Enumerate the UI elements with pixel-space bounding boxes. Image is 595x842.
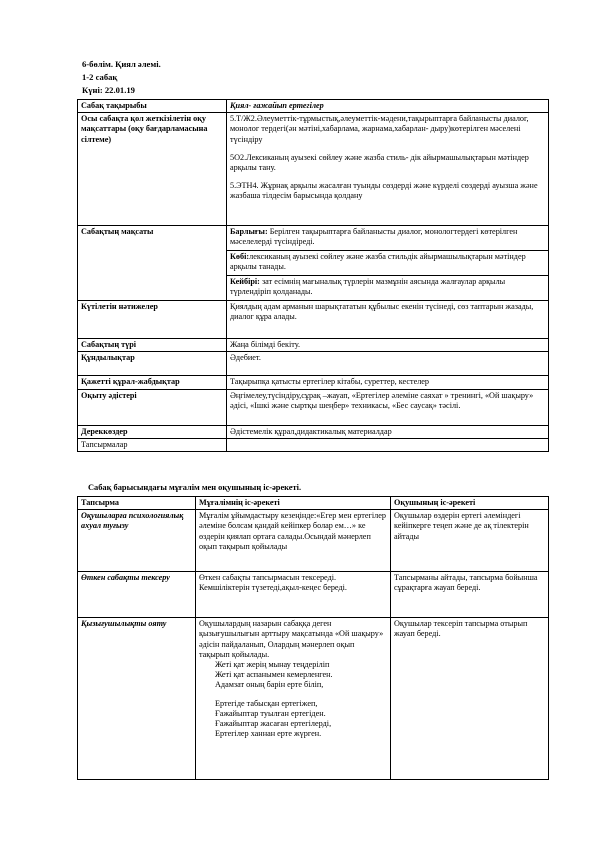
goal-item: 5О2.Лексиканың ауызекі сөйлеу және жазба стиль- дік айырмашылықтарын мәтіндер арқылы тану. — [230, 152, 529, 173]
integration-label: Дереккөздер — [78, 425, 227, 438]
poem-line: Ғажайыптар туылған ертегіден. — [215, 708, 326, 718]
objective-item — [227, 275, 548, 300]
student-cell: Оқушылар өздерін ертегі әлеміндегі кейіпкерге теңеп және де ақ тілектерін айтады — [391, 510, 549, 572]
teacher-cell — [196, 618, 391, 780]
table-row — [78, 510, 549, 572]
lesson-plan-table — [77, 99, 549, 452]
table-row — [78, 376, 549, 389]
outcome-label: Күтілетін нәтижелер — [78, 301, 227, 339]
values-value: Әдебиет. — [227, 352, 549, 376]
goals-cell — [227, 113, 549, 226]
objective-level: Көбі: — [230, 252, 250, 262]
column-header-task: Тапсырма — [78, 497, 196, 510]
poem-line: Адамзат оның барін ерте біліп, — [215, 680, 324, 690]
table-row — [78, 113, 549, 226]
objectives-cell — [227, 226, 549, 301]
objective-item — [227, 226, 548, 250]
goals-label: Осы сабақта қол жеткізілетін оқу мақсаттары (оқу бағдарламасына сілтеме) — [78, 113, 227, 226]
table-row — [78, 572, 549, 618]
table-row — [78, 389, 549, 425]
type-label: Сабақтың түрі — [78, 339, 227, 352]
student-cell: Оқушылар тексеріп тапсырма отырып жауап береді. — [391, 618, 549, 780]
goal-item: 5.Т/Ж2.Әлеуметтік-тұрмыстық,әлеуметтік-мәдени,тақырыптарға байланысты диалог, монолог тердегі(ән мәтіні,хабарлама, жарнама,хабарлан- дыру)көтерілген мәселені түсіндіру — [230, 114, 529, 144]
objective-text: зат есімнің мағыналық түрлерін мазмұнін аясында жалғаулар арқылы түрлендіріп қолданады. — [230, 277, 506, 297]
section-heading: 6-бөлім. Қиял әлемі. — [82, 59, 161, 69]
task-cell: Оқушыларға психологиялық ахуал туғызу — [78, 510, 196, 572]
table-header-row — [78, 497, 549, 510]
teacher-cell: Мұғалім ұйымдастыру кезеңінде:«Егер мен ертегілер әлеміне болсам қандай кейіпкер болар ем…» ке өздерін қиялап ортаға салады.Осындай мәнерлеп оқып тақырып қойылады — [196, 510, 391, 572]
table-row — [78, 100, 549, 113]
table-row — [78, 226, 549, 301]
poem-line: Жеті қат жерің мынау теңдеріліп — [215, 660, 330, 670]
objective-label: Сабақтың мақсаты — [78, 226, 227, 301]
column-header-teacher: Мұғалімнің іс-әрекеті — [196, 497, 391, 510]
objective-level: Барлығы: — [230, 227, 268, 237]
methods-label: Оқыту әдістері — [78, 389, 227, 425]
resources-label: Қажетті құрал-жабдықтар — [78, 376, 227, 389]
task-cell: Өткен сабақты тексеру — [78, 572, 196, 618]
task-cell: Қызығушылықты ояту — [78, 618, 196, 780]
student-cell: Тапсырманы айтады, тапсырма бойынша сұрақтарға жауап береді. — [391, 572, 549, 618]
activity-table — [77, 496, 549, 780]
table-row — [78, 438, 549, 451]
activity-section-title: Сабақ барысындағы мұғалім мен оқушының іс-әрекеті. — [88, 483, 302, 492]
table-row — [78, 352, 549, 376]
poem-line: Ертегіде табысқан ертегіжеп, — [215, 698, 318, 708]
table-row — [78, 339, 549, 352]
table-row — [78, 425, 549, 438]
teacher-intro: Оқушылардың назарын сабаққа деген қызығушылығын арттыру мақсатында «Ой шақыру» әдісін пайдаланып, Олардың мәнерлеп оқып тақырып қойылады. — [199, 619, 384, 659]
topic-label: Сабақ тақырыбы — [78, 100, 227, 113]
table-row — [78, 301, 549, 339]
outcome-value: Қиялдың адам арманын шарықтататын құбылыс екенін түсінеді, сөз таптарын жазады, диалог құра алады. — [227, 301, 549, 339]
objective-text: Берілген тақырыптарға байланысты диалог, монологтердегі көтерілген мәселелерді түсіндіреді. — [230, 227, 518, 247]
table-row — [78, 618, 549, 780]
teacher-cell: Өткен сабақты тапсырмасын тексереді. Кемшіліктерін түзетеді,ақыл-кеңес береді. — [196, 572, 391, 618]
lesson-date: Күні: 22.01.19 — [82, 85, 135, 95]
poem-line: Жеті қат аспанымен кемерленген. — [215, 670, 333, 680]
methods-value: Әңгімелеу,түсіндіру,сұрақ –жауап, «Ертегілер әлеміне саяхат » тренингі, «Ой шақыру» әдісі, «Ішкі және сыртқы шеңбер» техникасы, «Бес саусақ» тәсілі. — [227, 389, 549, 425]
objective-item — [227, 250, 548, 275]
poem-line: Ғажайыптар жасаған ертегілерді, — [215, 719, 332, 729]
tasks-label: Тапсырмалар — [78, 438, 227, 451]
topic-value: Қиял- ғажайып ертегілер — [227, 100, 549, 113]
column-header-student: Оқушының іс-әрекеті — [391, 497, 549, 510]
integration-value: Әдістемелік құрал,дидактикалық материалдар — [227, 425, 549, 438]
goal-item: 5.ЭТН4. Жұрнақ арқылы жасалған туынды сөздерді және күрделі сөздерді ауызша және жазбаша тілдесім барысында қолдану — [230, 181, 538, 201]
tasks-value — [227, 438, 549, 451]
objective-text: лексиканың ауызекі сөйлеу және жазба стильдік айырмашылықтарын мәтіндер арқылы танады. — [230, 252, 526, 272]
objective-level: Кейбірі: — [230, 277, 260, 287]
resources-value: Тақырыпқа қатысты ертегілер кітабы, суреттер, кестелер — [227, 376, 549, 389]
lesson-number: 1-2 сабақ — [82, 72, 118, 82]
poem-line: Ертегілер ханнан ерте жүрген. — [215, 729, 322, 739]
type-value: Жаңа білімді бекіту. — [227, 339, 549, 352]
values-label: Құндылықтар — [78, 352, 227, 376]
